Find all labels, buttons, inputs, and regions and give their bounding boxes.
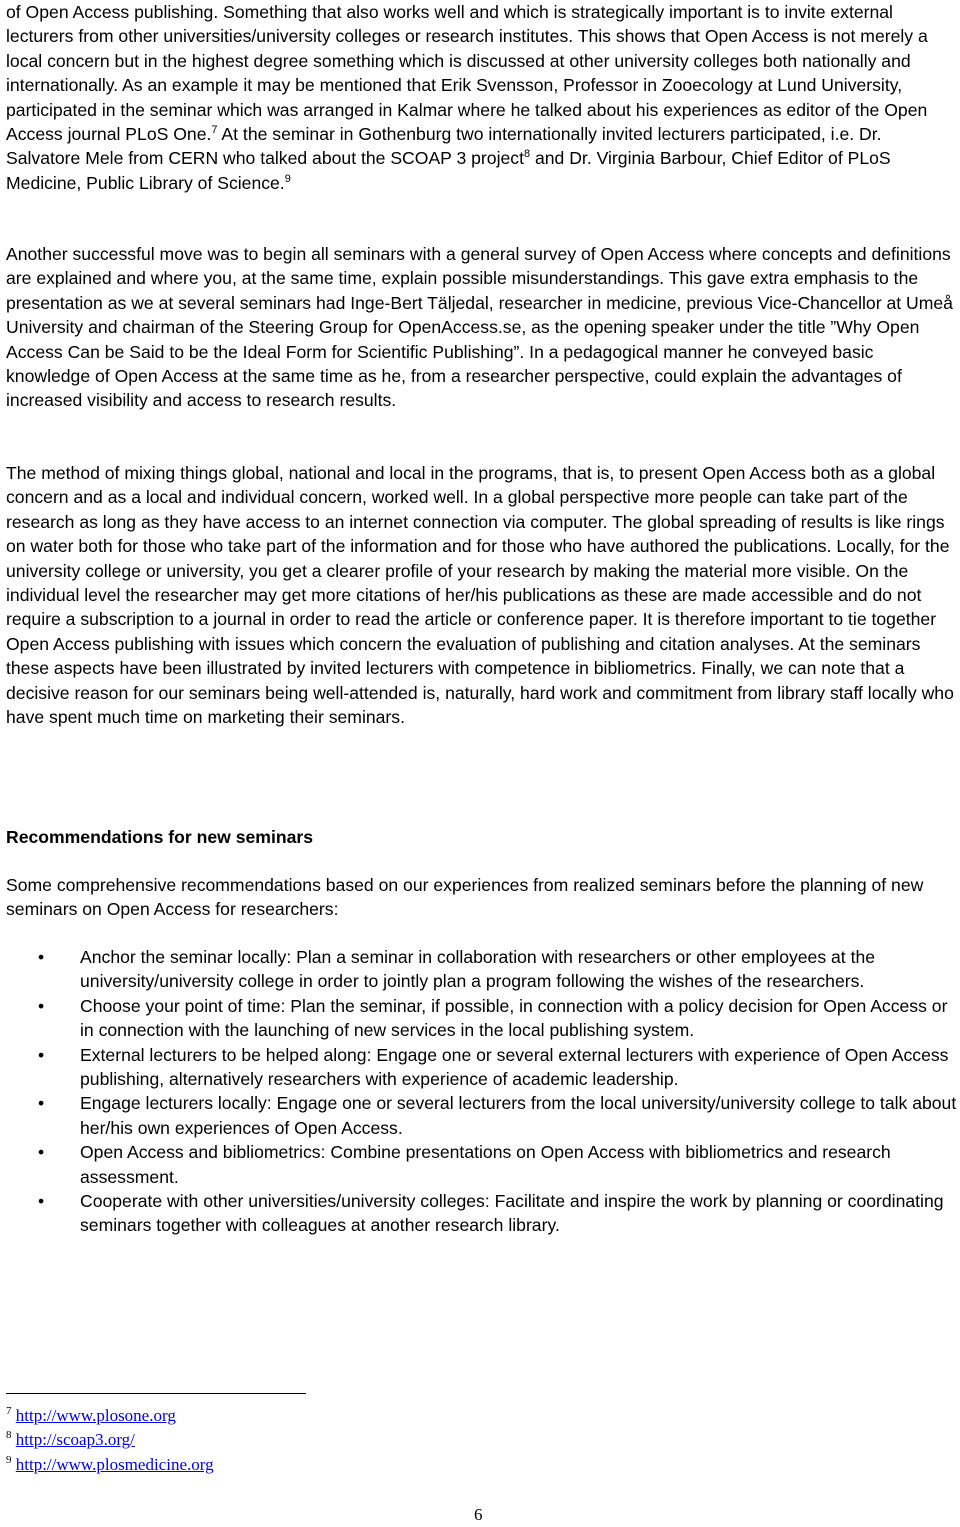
paragraph-general-survey: Another successful move was to begin all seminars with a general survey of Open Access where concepts and definitions are explained and where you, at the same time, explain possible misunderstandings. This gave extra emphasis to the presentation as we at several seminars had Inge-Bert Täljedal, researcher in medicine, previous Vice-Chancellor at Umeå University and chairman of the Steering Group for OpenAccess.se, as the opening speaker under the title ”Why Open Access Can be Said to be the Ideal Form for Scientific Publishing”. In a pedagogical manner he conveyed basic knowledge of Open Access at the same time as he, from a researcher perspective, could explain the advantages of increased visibility and access to research results. <box>6 244 953 411</box>
list-item <box>0 1091 958 1140</box>
recommendations-list <box>0 945 958 1238</box>
paragraph-invited-lecturers <box>6 0 958 195</box>
footnote-ref-8[interactable]: 8 <box>523 148 531 161</box>
list-item-text: Anchor the seminar locally: Plan a seminar in collaboration with researchers or other employees at the university/university college in order to jointly plan a program following the wishes of the researchers. <box>80 947 876 992</box>
list-item <box>0 945 958 994</box>
paragraph-global-local: The method of mixing things global, national and local in the programs, that is, to present Open Access both as a global concern and as a local and individual concern, worked well. In a global perspective more people can take part of the research as long as they have access to an internet connection via computer. The global spreading of results is like rings on water both for those who take part of the information and for those who have authored the publications. Locally, for the university college or university, you get a clearer profile of your research by making the material more visible. On the individual level the researcher may get more citations of her/his publications as these are made accessible and do not require a subscription to a journal in order to read the article or conference paper. It is therefore important to tie together Open Access publishing with issues which concern the evaluation of publishing and citation analyses. At the seminars these aspects have been illustrated by invited lecturers with competence in bibliometrics. Finally, we can note that a decisive reason for our seminars being well-attended is, naturally, hard work and commitment from library staff locally who have spent much time on marketing their seminars. <box>6 463 954 728</box>
footnote-number: 7 <box>6 1405 12 1417</box>
list-item-text: Engage lecturers locally: Engage one or several lecturers from the local university/university college to talk about her/his own experiences of Open Access. <box>80 1093 957 1138</box>
bullet-icon: • <box>38 1142 45 1163</box>
footnote-link-plosmedicine[interactable]: http://www.plosmedicine.org <box>15 1454 214 1474</box>
list-item <box>0 994 958 1043</box>
recommendations-intro: Some comprehensive recommendations based on our experiences from realized seminars before the planning of new seminars on Open Access for researchers: <box>6 875 924 920</box>
section-heading: Recommendations for new seminars <box>6 827 313 847</box>
footnote-8 <box>6 1428 214 1452</box>
bullet-icon: • <box>38 1191 45 1212</box>
list-item <box>0 1043 958 1092</box>
footnotes <box>6 1404 214 1477</box>
footnote-7 <box>6 1404 214 1428</box>
list-item <box>0 1140 958 1189</box>
list-item-text: Open Access and bibliometrics: Combine presentations on Open Access with bibliometrics and research assessment. <box>80 1142 891 1187</box>
bullet-icon: • <box>38 1044 45 1065</box>
bullet-icon: • <box>38 1093 45 1114</box>
footnote-ref-9[interactable]: 9 <box>284 172 291 185</box>
page-number: 6 <box>474 1505 483 1524</box>
footnote-number: 9 <box>6 1453 12 1466</box>
bullet-icon: • <box>38 995 45 1016</box>
bullet-icon: • <box>38 947 45 967</box>
paragraph-text: and Dr. Virginia Barbour, Chief Editor of PLoS Medicine, Public Library of Science. <box>6 148 891 193</box>
list-item <box>0 1189 958 1238</box>
paragraph-text: At the seminar in Gothenburg two internationally invited lecturers participated, i.e. Dr. Salvatore Mele from CERN who talked about the SCOAP 3 project <box>6 124 882 169</box>
list-item-text: Choose your point of time: Plan the seminar, if possible, in connection with a policy decision for Open Access or in connection with the launching of new services in the local publishing system. <box>80 995 948 1041</box>
footnote-9 <box>6 1453 214 1477</box>
footnote-ref-7[interactable]: 7 <box>211 124 218 137</box>
footnote-link-plosone[interactable]: http://www.plosone.org <box>15 1406 176 1425</box>
paragraph-text: of Open Access publishing. Something that also works well and which is strategically important is to invite external lecturers from other universities/university colleges or research institutes. This shows that Open Access is not merely a local concern but in the highest degree something which is discussed at other university colleges both nationally and internationally. As an example it may be mentioned that Erik Svensson, Professor in Zooecology at Lund University, participated in the seminar which was arranged in Kalmar where he talked about his experiences as editor of the Open Access journal PLoS One. <box>6 2 928 145</box>
list-item-text: External lecturers to be helped along: Engage one or several external lecturers with experience of Open Access publishing, alternatively researchers with experience of academic leadership. <box>80 1044 949 1090</box>
footnote-separator <box>6 1393 306 1394</box>
footnote-link-scoap3[interactable]: http://scoap3.org/ <box>15 1430 135 1450</box>
footnote-number: 8 <box>6 1429 12 1442</box>
list-item-text: Cooperate with other universities/university colleges: Facilitate and inspire the work by planning or coordinating seminars together with colleagues at another research library. <box>80 1191 944 1236</box>
